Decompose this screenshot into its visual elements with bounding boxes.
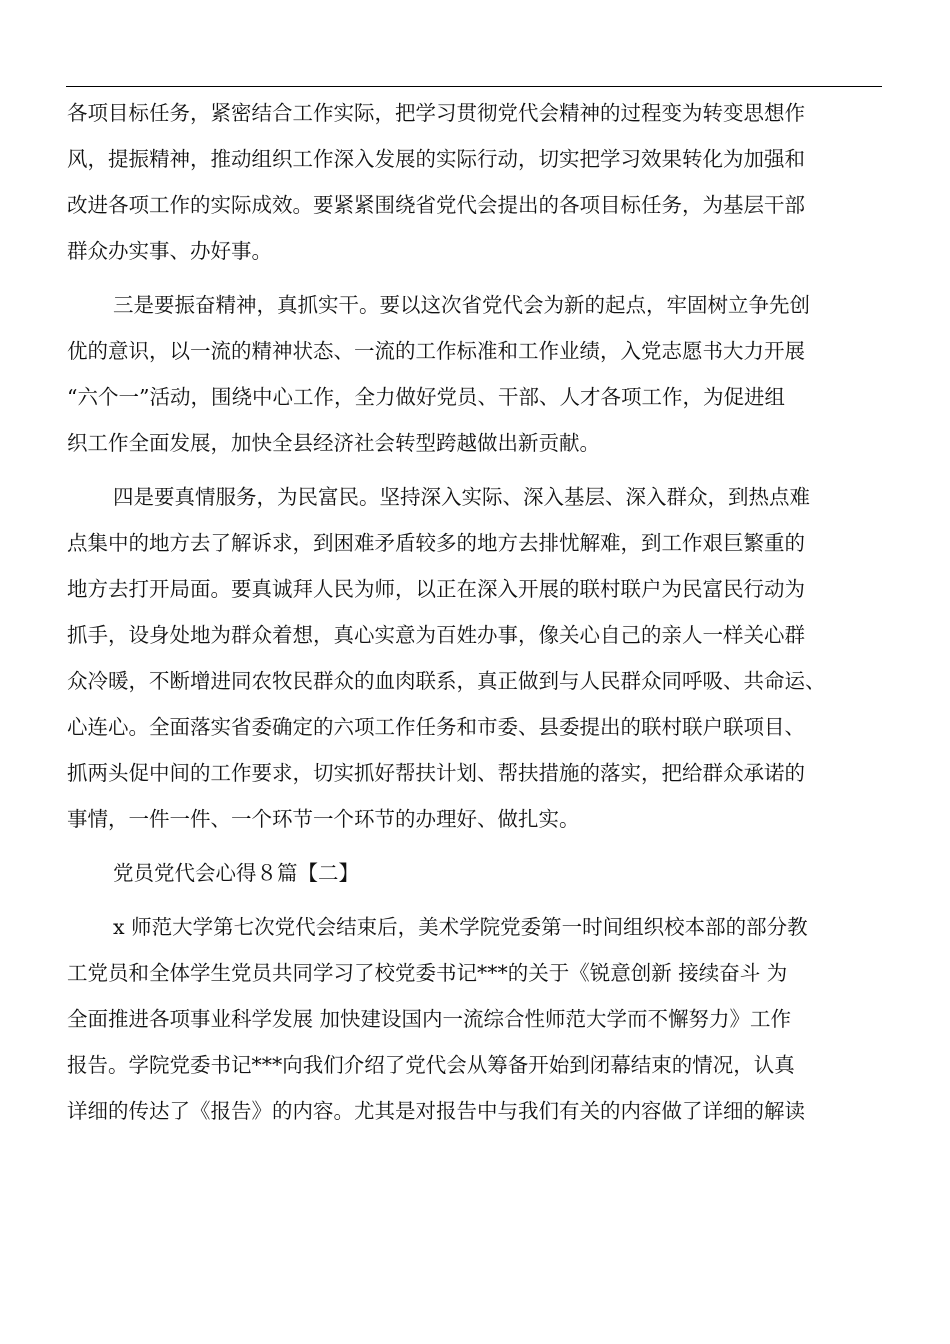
text-line: 改进各项工作的实际成效。要紧紧围绕省党代会提出的各项目标任务，为基层干部 xyxy=(67,193,805,217)
text-line: 心连心。全面落实省委确定的六项工作任务和市委、县委提出的联村联户联项目、 xyxy=(67,715,805,739)
text-line: 风，提振精神，推动组织工作深入发展的实际行动，切实把学习效果转化为加强和 xyxy=(67,147,805,171)
text-line: 报告。学院党委书记***向我们介绍了党代会从筹备开始到闭幕结束的情况，认真 xyxy=(67,1053,795,1077)
text-line: 群众办实事、办好事。 xyxy=(67,239,272,263)
text-line: 工党员和全体学生党员共同学习了校党委书记***的关于《锐意创新 接续奋斗 为 xyxy=(67,961,788,985)
paragraph-continuation xyxy=(67,90,897,274)
section-heading xyxy=(67,850,897,896)
text-line: “六个一”活动，围绕中心工作，全力做好党员、干部、人才各项工作，为促进组 xyxy=(67,385,785,409)
text-line: 四是要真情服务，为民富民。坚持深入实际、深入基层、深入群众，到热点难 xyxy=(113,485,810,509)
paragraph-point-three xyxy=(67,282,897,466)
header-rule xyxy=(66,86,882,87)
text-line: 优的意识，以一流的精神状态、一流的工作标准和工作业绩，入党志愿书大力开展 xyxy=(67,339,805,363)
text-line: 点集中的地方去了解诉求，到困难矛盾较多的地方去排忧解难，到工作艰巨繁重的 xyxy=(67,531,805,555)
paragraph-point-four xyxy=(67,474,897,842)
text-line: 事情，一件一件、一个环节一个环节的办理好、做扎实。 xyxy=(67,807,580,831)
text-line: 织工作全面发展，加快全县经济社会转型跨越做出新贡献。 xyxy=(67,431,600,455)
text-line: 详细的传达了《报告》的内容。尤其是对报告中与我们有关的内容做了详细的解读 xyxy=(67,1099,805,1123)
text-line: 众冷暖，不断增进同农牧民群众的血肉联系，真正做到与人民群众同呼吸、共命运、 xyxy=(67,669,826,693)
text-line: 抓手，设身处地为群众着想，真心实意为百姓办事，像关心自己的亲人一样关心群 xyxy=(67,623,805,647)
text-line: 三是要振奋精神，真抓实干。要以这次省党代会为新的起点，牢固树立争先创 xyxy=(113,293,810,317)
text-line: 抓两头促中间的工作要求，切实抓好帮扶计划、帮扶措施的落实，把给群众承诺的 xyxy=(67,761,805,785)
paragraph-section-two-intro xyxy=(67,904,897,1134)
section-heading-text: 党员党代会心得８篇【二】 xyxy=(113,861,359,885)
text-line: 地方去打开局面。要真诚拜人民为师，以正在深入开展的联村联户为民富民行动为 xyxy=(67,577,805,601)
text-line: x 师范大学第七次党代会结束后，美术学院党委第一时间组织校本部的部分教 xyxy=(113,915,808,939)
document-body xyxy=(67,90,897,1142)
text-line: 全面推进各项事业科学发展 加快建设国内一流综合性师范大学而不懈努力》工作 xyxy=(67,1007,792,1031)
text-line: 各项目标任务，紧密结合工作实际，把学习贯彻党代会精神的过程变为转变思想作 xyxy=(67,101,805,125)
